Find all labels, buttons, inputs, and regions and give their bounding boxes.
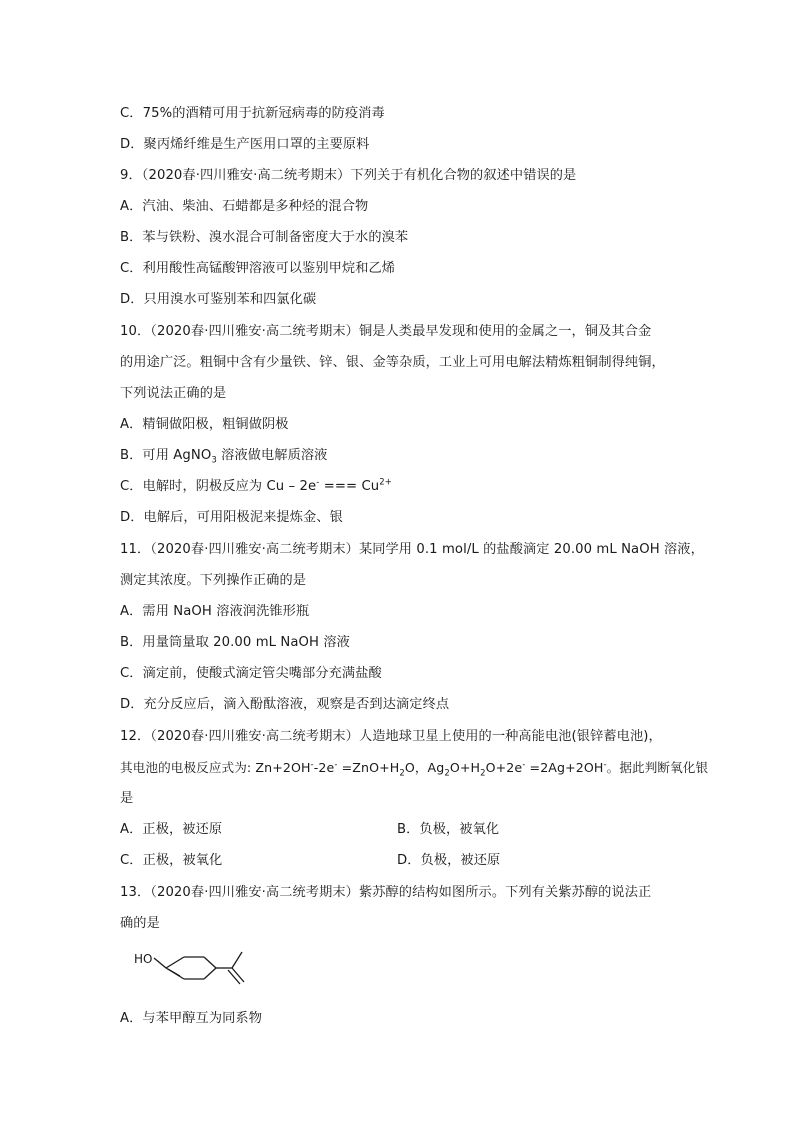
q10-option-c-text-mid: === Cu bbox=[319, 479, 380, 494]
q11-option-c: C．滴定前，使酸式滴定管尖嘴部分充满盐酸 bbox=[120, 666, 382, 681]
superscript: - bbox=[316, 477, 320, 488]
text: =2Ag+2OH bbox=[525, 760, 604, 775]
q11-option-a: A．需用 NaOH 溶液润洗锥形瓶 bbox=[120, 604, 310, 619]
superscript: - bbox=[522, 759, 526, 770]
q10-option-b-text: B．可用 AgNO bbox=[120, 448, 212, 463]
q13-stem-line-1: 13．（2020春·四川雅安·高二统考期末）紫苏醇的结构如图所示。下列有关紫苏醇的说法正 bbox=[120, 885, 652, 900]
q9-option-c: C．利用酸性高锰酸钾溶液可以鉴别甲烷和乙烯 bbox=[120, 261, 396, 276]
superscript: - bbox=[334, 759, 338, 770]
text: O，Ag bbox=[404, 760, 445, 775]
superscript: 2+ bbox=[379, 477, 392, 488]
q12-option-a: A．正极，被还原 bbox=[120, 822, 223, 837]
text: O+H bbox=[449, 760, 481, 775]
q11-option-d: D．充分反应后，滴入酚酞溶液，观察是否到达滴定终点 bbox=[120, 697, 450, 712]
q8-option-c: C．75%的酒精可用于抗新冠病毒的防疫消毒 bbox=[120, 106, 385, 121]
subscript: 2 bbox=[399, 768, 405, 779]
q12-option-b: B．负极，被氧化 bbox=[397, 822, 500, 837]
subscript: 2 bbox=[444, 768, 450, 779]
q10-option-d: D．电解后，可用阳极泥来提炼金、银 bbox=[120, 510, 343, 525]
q13-stem-line-2: 确的是 bbox=[120, 916, 160, 931]
q12-stem-line-3: 是 bbox=[120, 791, 134, 806]
q10-option-c-text: C．电解时，阴极反应为 Cu – 2e bbox=[120, 479, 317, 494]
superscript: - bbox=[603, 759, 607, 770]
subscript: 3 bbox=[211, 455, 217, 466]
q11-stem-line-1: 11．（2020春·四川雅安·高二统考期末）某同学用 0.1 mol/L 的盐酸滴定 20.00 mL NaOH 溶液， bbox=[120, 542, 704, 557]
molecule-bonds bbox=[154, 952, 244, 984]
q12-stem-line-1: 12．（2020春·四川雅安·高二统考期末）人造地球卫星上使用的一种高能电池(银锌蓄电池)， bbox=[120, 729, 662, 744]
q9-stem: 9．（2020春·四川雅安·高二统考期末）下列关于有机化合物的叙述中错误的是 bbox=[120, 168, 577, 183]
text: O+2e bbox=[485, 760, 523, 775]
q11-option-b: B．用量筒量取 20.00 mL NaOH 溶液 bbox=[120, 635, 350, 650]
q10-stem-line-3: 下列说法正确的是 bbox=[120, 386, 227, 401]
q9-option-b: B．苯与铁粉、溴水混合可制备密度大于水的溴苯 bbox=[120, 230, 409, 245]
q12-option-d: D．负极，被还原 bbox=[397, 853, 501, 868]
hydroxyl-label: HO bbox=[134, 952, 153, 966]
perillyl-alcohol-structure bbox=[130, 940, 270, 996]
q10-option-c bbox=[120, 477, 392, 497]
q10-option-b-text-rest: 溶液做电解质溶液 bbox=[216, 448, 328, 463]
q8-option-d: D．聚丙烯纤维是生产医用口罩的主要原料 bbox=[120, 137, 370, 152]
text: 。据此判断氧化银 bbox=[606, 760, 709, 775]
superscript: - bbox=[310, 759, 314, 770]
q13-option-a: A．与苯甲醇互为同系物 bbox=[120, 1011, 262, 1026]
q11-stem-line-2: 测定其浓度。下列操作正确的是 bbox=[120, 573, 307, 588]
q10-option-a: A．精铜做阳极，粗铜做阴极 bbox=[120, 417, 289, 432]
text: -2e bbox=[313, 760, 335, 775]
subscript: 2 bbox=[480, 768, 486, 779]
q12-option-c: C．正极，被氧化 bbox=[120, 853, 223, 868]
q10-stem-line-1: 10．（2020春·四川雅安·高二统考期末）铜是人类最早发现和使用的金属之一，铜及其合金 bbox=[120, 324, 652, 339]
q12-stem-line-2 bbox=[120, 758, 708, 778]
q9-option-d: D．只用溴水可鉴别苯和四氯化碳 bbox=[120, 292, 317, 307]
text: 其电池的电极反应式为: Zn+2OH bbox=[120, 760, 311, 775]
q9-option-a: A．汽油、柴油、石蜡都是多种烃的混合物 bbox=[120, 199, 369, 214]
q10-option-b bbox=[120, 446, 327, 466]
q10-stem-line-2: 的用途广泛。粗铜中含有少量铁、锌、银、金等杂质，工业上可用电解法精炼粗铜制得纯铜， bbox=[120, 355, 665, 370]
text: =ZnO+H bbox=[337, 760, 400, 775]
